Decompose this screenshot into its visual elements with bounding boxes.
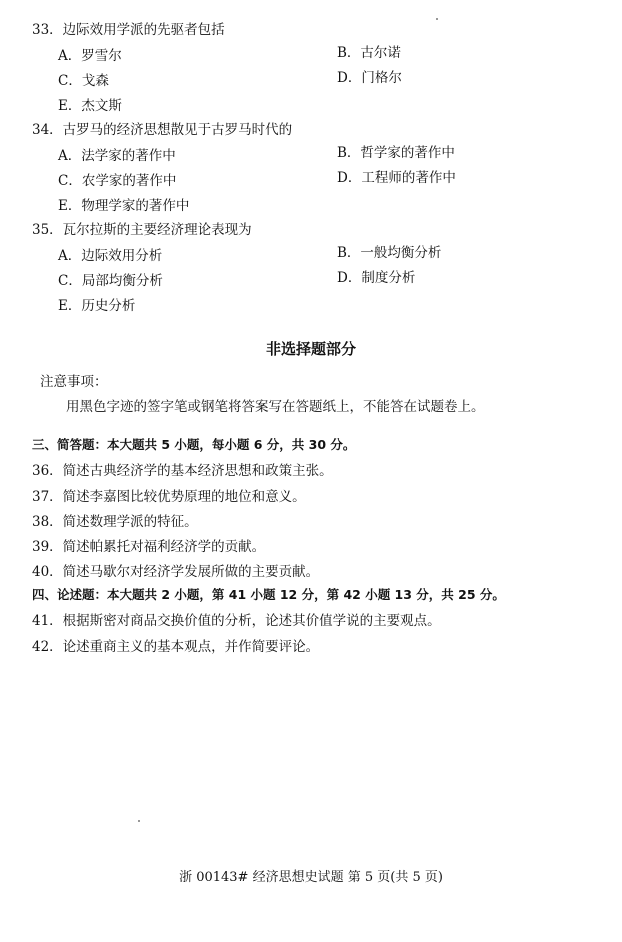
- question-33-option-b: B．古尔诺: [337, 45, 401, 61]
- question-41: 41．根据斯密对商品交换价值的分析，论述其价值学说的主要观点。: [32, 613, 441, 629]
- notice-text: 用黑色字迹的签字笔或钢笔将答案写在答题纸上，不能答在试题卷上。: [66, 399, 485, 415]
- question-33-option-d: D．门格尔: [337, 70, 402, 86]
- question-34-option-c: C．农学家的著作中: [58, 173, 177, 189]
- part3-heading: 三、简答题：本大题共 5 小题，每小题 6 分，共 30 分。: [32, 437, 356, 452]
- question-33-stem: 33．边际效用学派的先驱者包括: [32, 22, 225, 38]
- question-35-option-b: B．一般均衡分析: [337, 245, 442, 261]
- question-40: 40．简述马歇尔对经济学发展所做的主要贡献。: [32, 564, 320, 580]
- question-34-option-a: A．法学家的著作中: [58, 148, 176, 164]
- question-33-option-a: A．罗雪尔: [58, 48, 122, 64]
- question-34-option-e: E．物理学家的著作中: [58, 198, 190, 214]
- scan-speck: [138, 820, 140, 822]
- question-34-option-d: D．工程师的著作中: [337, 170, 456, 186]
- question-33-option-c: C．戈森: [58, 73, 109, 89]
- section-title: 非选择题部分: [265, 340, 356, 358]
- question-35-stem: 35．瓦尔拉斯的主要经济理论表现为: [32, 222, 252, 238]
- question-39: 39．简述帕累托对福利经济学的贡献。: [32, 539, 266, 555]
- question-35-option-d: D．制度分析: [337, 270, 416, 286]
- question-35-option-a: A．边际效用分析: [58, 248, 163, 264]
- part4-heading: 四、论述题：本大题共 2 小题，第 41 小题 12 分，第 42 小题 13 分，共 25 分。: [32, 587, 505, 602]
- question-36: 36．简述古典经济学的基本经济思想和政策主张。: [32, 463, 333, 479]
- question-38: 38．简述数理学派的特征。: [32, 514, 198, 530]
- scan-speck: [436, 18, 438, 20]
- question-42: 42．论述重商主义的基本观点，并作简要评论。: [32, 639, 320, 655]
- page-footer: 浙 00143# 经济思想史试题 第 5 页(共 5 页): [179, 870, 443, 885]
- notice-heading: 注意事项：: [40, 374, 108, 390]
- question-34-option-b: B．哲学家的著作中: [337, 145, 455, 161]
- question-35-option-e: E．历史分析: [58, 298, 136, 314]
- question-35-option-c: C．局部均衡分析: [58, 273, 163, 289]
- question-34-stem: 34．古罗马的经济思想散见于古罗马时代的: [32, 122, 293, 138]
- question-37: 37．简述李嘉图比较优势原理的地位和意义。: [32, 489, 306, 505]
- question-33-option-e: E．杰文斯: [58, 98, 122, 114]
